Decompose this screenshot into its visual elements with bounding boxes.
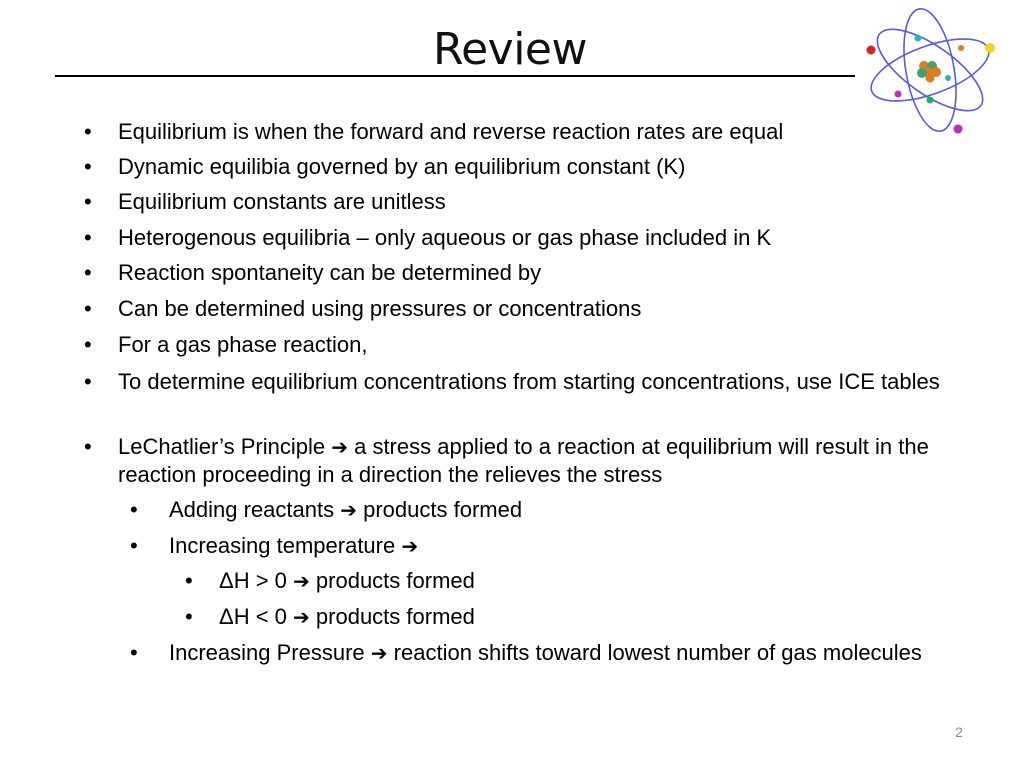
arrow-icon: ➔ [401, 534, 419, 558]
page-number: 2 [955, 724, 963, 740]
slide: Review • Equilibrium is when the forward and reverse reaction rates are equal • Dynamic equilibia governed by an equilibrium constant (K) • Equilibrium constants are unitless • Heterogenous equilibria – only aqueous or gas phase included in K • Reaction spontaneity can be determined by • Can be determined using pressures or concentrations • For a gas phase reaction, • To determine equilibrium concentrations from starting concentrations, use ICE tables • LeChatlier’s Principle ➔ a stress applied to a reaction at equilibrium will result in the reaction proceeding in a direction the relieves the stress • Adding reactants ➔ products formed • Increasing temperature ➔ • ΔH > 0 ➔ products formed • ΔH < 0 ➔ products formed • Increasing Pressure ➔ reaction shifts toward lowest number of gas molecules 2 [0, 0, 1024, 768]
arrow-icon: ➔ [293, 605, 310, 629]
arrow-icon: ➔ [340, 498, 357, 522]
electron [985, 43, 995, 53]
electron [915, 35, 922, 42]
electron [927, 97, 934, 104]
nucleus [917, 61, 941, 83]
electron [958, 45, 964, 51]
arrow-icon: ➔ [370, 641, 388, 665]
title-underline [55, 75, 855, 77]
arrow-icon: ➔ [331, 435, 348, 459]
electron [895, 91, 902, 98]
electron [867, 46, 876, 55]
arrow-icon: ➔ [293, 569, 310, 593]
electron [945, 75, 951, 81]
slide-title: Review [433, 24, 587, 75]
